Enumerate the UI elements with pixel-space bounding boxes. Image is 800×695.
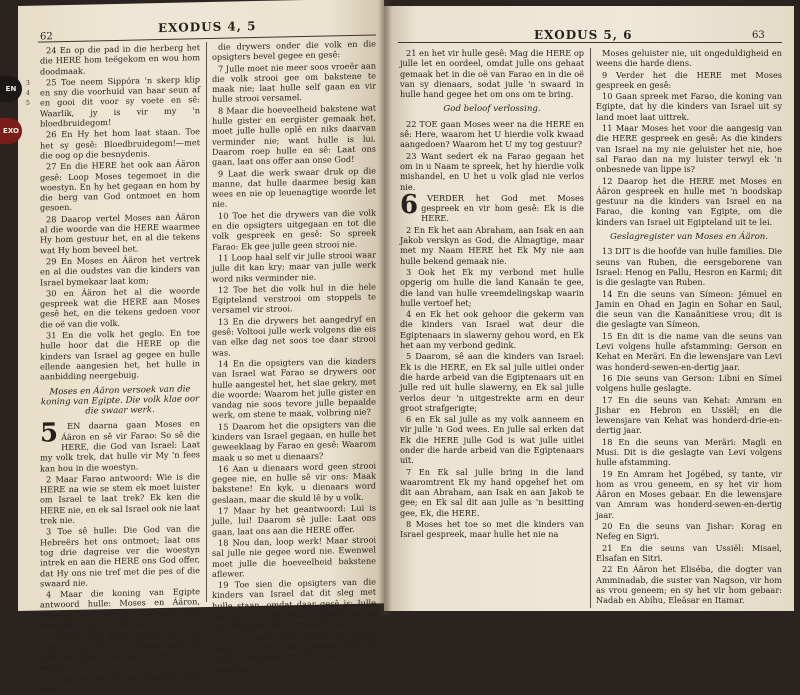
margin-ref: 4 [26, 90, 30, 97]
left-column-2 [212, 38, 376, 674]
verse: 24 En op die pad in die herberg het die HERE hom teëgekom en wou hom doodmaak. [40, 42, 200, 77]
section-heading: Geslagregister van Moses en Áäron. [609, 232, 769, 243]
verse: 21 en het vir hulle gesê: Mag die HERE op julle let en oordeel, omdat julle ons gehaat gemaak het in die oë van Farao en in die oë van sy dienaars, sodat julle 'n swaard in hulle hand gegee het om ons om te bring. [400, 48, 584, 100]
verse: 18 En die seuns van Meräri: Magli en Musi. Dit is die geslagte van Levi volgens hulle afstamming. [596, 436, 782, 468]
verse: Moses geluister nie, uit ongeduldigheid en weens die harde diens. [596, 48, 782, 69]
verse-list [40, 42, 200, 382]
running-header-left: EXODUS 4, 5 [158, 19, 257, 36]
verse: 10 Toe het die drywers van die volk en die opsigters uitgegaan en tot die volk gespreek en gesê: So spreek Farao: Ek gee julle geen strooi nie. [212, 207, 376, 252]
verse: 15 Daarom het die opsigters van die kinders van Israel gegaan, en hulle het geweeklaag by Farao en gesê: Waarom maak u so met u dienaars? [212, 418, 376, 463]
verse: 28 Daarop vertel Moses aan Áäron al die woorde van die HERE waarmee Hy hom gestuur het, en al die tekens wat Hy hom beveel het. [40, 210, 200, 256]
running-header-right: EXODUS 5, 6 [534, 28, 633, 42]
verse: 22 En Áäron het Eliséba, die dogter van Amminadab, die suster van Nagson, vir hom as vrou geneem; en sy het vir hom gebaar: Nadab en Abíhu, Eleäsar en Itamar. [596, 564, 782, 606]
right-column-1 [400, 48, 584, 608]
verse: 16 Aan u dienaars word geen strooi gegee nie, en hulle sê vir ons: Maak bakstene! En kyk, u dienaars word geslaan, maar die skuld lê by u volk. [212, 460, 376, 505]
verse: 29 En Moses en Áäron het vertrek en al die oudstes van die kinders van Israel bymekaar laat kom; [40, 253, 200, 288]
verse: 16 Die seuns van Gerson: Libni en Símei volgens hulle geslagte. [596, 372, 782, 394]
verse: VERDER het God met Moses gespreek en vir hom gesê: Ek is die HERE. [421, 192, 584, 224]
verse: 7 En Ek sal julle bring in die land waaromtrent Ek my hand opgehef het om dit aan Abraham, aan Isak en aan Jakob te gee; en Ek sal dit aan julle as 'n besitting gee, Ek, die HERE. [400, 466, 584, 518]
page-number-left: 62 [40, 31, 53, 43]
verse-list [40, 419, 200, 695]
verse: 6 Daarom het Farao dieselfde dag aan [40, 670, 200, 695]
verse: 25 Toe neem Sippóra 'n skerp klip en sny die voorhuid van haar seun af en gooi dit voor sy voete en sê: Waarlik, jy is vir my 'n bloedbruidegom! [40, 74, 200, 129]
verse: 21 En die seuns van Ussiël: Misael, Elsafan en Sitri. [596, 542, 782, 563]
verse: 17 En die seuns van Kehat: Amram en Jishar en Hebron en Ussiël; en die lewensjare van Kehat was honderd-drie-en-dertig jaar. [596, 394, 782, 436]
column-divider [206, 42, 207, 602]
column-divider [590, 48, 591, 608]
verse: 7 Julle moet nie meer soos vroeër aan die volk strooi gee om bakstene te maak nie; laat hulle self gaan en vir hulle strooi versamel. [212, 60, 376, 105]
chapter-number: 6 [400, 189, 419, 220]
verse: 27 En die HERE het ook aan Áäron gesê: Loop Moses tegemoet in die woestyn. En hy het gegaan en hom by die berg van God ontmoet en hom gesoen. [40, 158, 200, 213]
verse: die drywers onder die volk en die opsigters bevel gegee en gesê: [212, 38, 376, 63]
header-rule-right [398, 42, 782, 43]
verse: 20 En hulle het Moses en Áäron teëgekom, wat daar gestaan het om hulle te ontmoet as hulle van Farao af weggaan, [212, 629, 376, 674]
verse: 19 En Amram het Jogébed, sy tante, vir hom as vrou geneem, en sy het vir hom Áäron en Moses gebaar. En die lewensjare van Amram was honderd-sewen-en-dertig jaar. [596, 468, 782, 520]
verse: 2 Maar Farao antwoord: Wie is die HERE na wie se stem ek moet luister om Israel te laat trek? Ek ken die HERE nie, en ek sal Israel ook nie laat trek nie. [40, 471, 200, 526]
verse: 13 En die drywers het aangedryf en gesê: Voltooi julle werk volgens die eis van elke dag net soos toe daar strooi was. [212, 313, 376, 358]
verse: 17 Maar hy het geantwoord: Lui is julle, lui! Daarom sê julle: Laat ons gaan, laat ons aan die HERE offer. [212, 502, 376, 537]
verse: 11 Loop haal self vir julle strooi waar julle dit kan kry; maar van julle werk word niks verminder nie. [212, 249, 376, 284]
verse-list [596, 48, 782, 227]
verse: 18 Nou dan, loop werk! Maar strooi sal julle nie gegee word nie. Ewenwel moet julle die hoeveelheid bakstene aflewer. [212, 534, 376, 579]
left-column-1 [40, 42, 200, 695]
verse: 15 En dit is die name van die seuns van Levi volgens hulle afstamming: Gerson en Kehat en Meräri. En die lewensjare van Levi was honderd-sewen-en-dertig jaar. [596, 330, 782, 372]
verse-list [596, 246, 782, 605]
verse: 19 Toe sien die opsigters van die kinders van Israel dat dit sleg met hulle staan, omdat daar gesê is: Julle mag aan julle bakstene, volgens die eis van elke dag, niks verminder nie. [212, 576, 376, 632]
verse: 5 Daarom, sê aan die kinders van Israel: Ek is die HERE, en Ek sal julle uitlei onder die harde arbeid van die Egiptenaars uit en julle red uit hulle slawerny, en Ek sal julle verlos deur 'n uitgestrekte arm en deur groot strafgerigte; [400, 351, 584, 413]
verse: 9 Verder het die HERE met Moses gespreek en gesê: [596, 69, 782, 90]
verse-list [400, 189, 584, 540]
verse: 14 En die seuns van Símeon: Jémuel en Jamin en Ohad en Jagin en Sohar en Saul, die seun van die Kanaänitiese vrou; dit is die geslagte van Símeon. [596, 288, 782, 330]
verse: 3 Toe sê hulle: Die God van die Hebreërs het ons ontmoet; laat ons tog drie dagreise ver die woestyn intrek en aan die HERE ons God offer, dat Hy ons nie tref met die pes of die swaard nie. [40, 523, 200, 589]
verse: 10 Gaan spreek met Farao, die koning van Egipte, dat hy die kinders van Israel uit sy land moet laat uittrek. [596, 91, 782, 122]
margin-ref: 5 [26, 100, 30, 107]
verse: 12 Toe het die volk hul in die hele Egipteland verstrooi om stoppels te versamel vir strooi. [212, 281, 376, 316]
margin-ref: 3 [26, 80, 30, 87]
right-page [384, 6, 794, 611]
right-column-2 [596, 48, 782, 608]
verse: 22 TOE gaan Moses weer na die HERE en sê: Here, waarom het U hierdie volk kwaad aangedoen? Waarom het U my tog gestuur? [400, 118, 584, 150]
verse: 3 Ook het Ek my verbond met hulle opgerig om hulle die land Kanaän te gee, die land van hulle vreemdelingskap waarin hulle vertoef het; [400, 266, 584, 308]
verse-list [400, 119, 584, 192]
chapter-number: 5 [40, 418, 59, 449]
verse: 14 En die opsigters van die kinders van Israel wat Farao se drywers oor hulle aangestel het, het slae gekry, met die woorde: Waarom het julle gister en vandag nie soos tevore julle bepaalde werk, om stene te maak, volbring nie? [212, 355, 376, 421]
book-gutter [378, 0, 392, 615]
verse: 31 En die volk het geglo. En toe hulle hoor dat die HERE op die kinders van Israel ag gegee en hulle ellende aangesien het, het hulle in aanbidding neergebuig. [40, 327, 200, 382]
verse: 13 DIT is die hoofde van hulle families. Die seuns van Ruben, die eersgeborene van Israel: Henog en Pallu, Hesron en Karmi; dit is die geslagte van Ruben. [596, 246, 782, 288]
verse: 6 en Ek sal julle as my volk aanneem en vir julle 'n God wees. En julle sal erken dat Ek die HERE julle God is wat julle uitlei onder die harde arbeid van die Egiptenaars uit. [400, 414, 584, 466]
section-heading: God beloof verlossing. [443, 104, 541, 115]
verse: 5 Verder het Farao gesê: Kyk, die volk van die land is alreeds baie; en julle wil hulle laat ophou met hulle werk! [40, 628, 200, 673]
verse-list [400, 48, 584, 99]
page-number-right: 63 [752, 30, 765, 41]
verse: 20 En die seuns van Jishar: Korag en Nefeg en Sigri. [596, 521, 782, 542]
verse: 12 Daarop het die HERE met Moses en Áäron gespreek en hulle met 'n boodskap gestuur na die kinders van Israel en na Farao, die koning van Egipte, om die kinders van Israel uit Egipteland uit te lei. [596, 175, 782, 227]
verse: 8 Moses het toe so met die kinders van Israel gespreek, maar hulle het nie na [400, 519, 584, 540]
verse-list [212, 39, 376, 674]
verse: 11 Maar Moses het voor die aangesig van die HERE gespreek en gesê: As die kinders van Israel na my nie geluister het nie, hoe sal Farao dan na my luister terwyl ek 'n onbesnede van lippe is? [596, 123, 782, 175]
verse: 4 en Ek het ook gehoor die gekerm van die kinders van Israel wat deur die Egiptenaars in slawerny gehou word, en Ek het aan my verbond gedink. [400, 309, 584, 351]
thumb-index-tab-exo[interactable]: EXO [0, 118, 22, 144]
verse: 26 En Hy het hom laat staan. Toe het sy gesê: Bloedbruidegom!—met die oog op die besnydenis. [40, 126, 200, 161]
verse: EN daarna gaan Moses en Áäron en sê vir Farao: So sê die HERE, die God van Israel: Laat my volk trek, dat hulle vir My 'n fees kan hou in die woestyn. [40, 418, 200, 474]
section-heading: Moses en Áäron versoek van die koning van Egipte. Die volk klae oor die swaar werk. [40, 383, 200, 417]
verse: 30 en Áäron het al die woorde gespreek wat die HERE aan Moses gesê het, en die tekens gedoen voor die oë van die volk. [40, 285, 200, 330]
verse: 4 Maar die koning van Egipte antwoord hulle: Moses en Áäron, waarom hou julle die volk van hulle werk af? Loop na julle werk toe! [40, 586, 200, 631]
left-page [18, 0, 384, 695]
verse: 8 Maar die hoeveelheid bakstene wat hulle gister en eergister gemaak het, moet julle hulle oplê en niks daarvan verminder nie; want hulle is lui. Daarom roep hulle en sê: Laat ons gaan, laat ons offer aan onse God! [212, 102, 376, 168]
verse: 9 Laat die werk swaar druk op die manne, dat hulle daarmee besig kan wees en nie op leuenagtige woorde let nie. [212, 165, 376, 210]
thumb-index-tab-en[interactable]: EN [0, 76, 22, 102]
verse: 2 En Ek het aan Abraham, aan Isak en aan Jakob verskyn as God, die Almagtige, maar met my Naam HERE het Ek My nie aan hulle bekend gemaak nie. [400, 224, 584, 266]
verse: 23 Want sedert ek na Farao gegaan het om in u Naam te spreek, het hy hierdie volk mishandel, en U het u volk glad nie verlos nie. [400, 150, 584, 192]
